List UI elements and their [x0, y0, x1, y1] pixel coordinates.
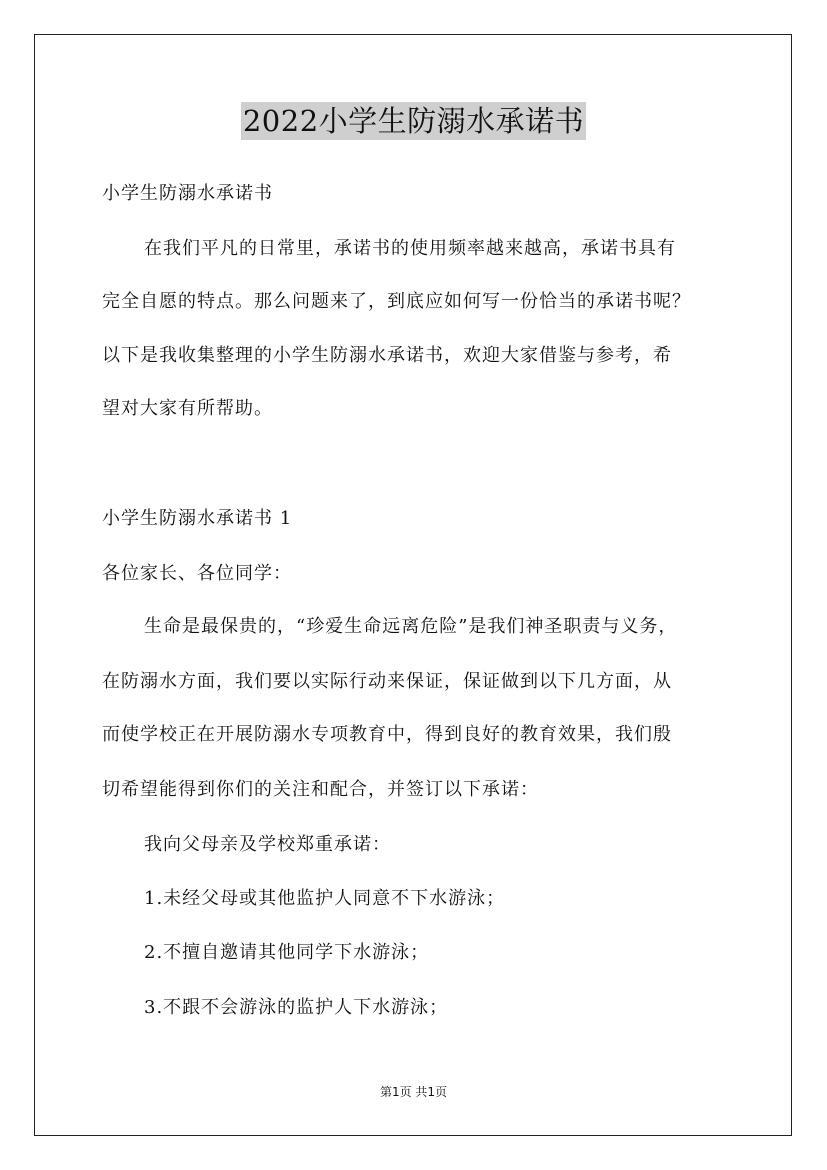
intro-line: 在我们平凡的日常里，承诺书的使用频率越来越高，承诺书具有	[144, 238, 676, 259]
title-container	[0, 102, 827, 140]
body-line: 生命是最保贵的，“珍爱生命远离危险”是我们神圣职责与义务，	[144, 616, 678, 637]
body-line: 切希望能得到你们的关注和配合，并签订以下承诺：	[102, 779, 539, 800]
body-line: 在防溺水方面，我们要以实际行动来保证，保证做到以下几方面，从	[102, 671, 672, 692]
body-line: 而使学校正在开展防溺水专项教育中，得到良好的教育效果，我们殷	[102, 724, 672, 745]
pledge-item: 1.未经父母或其他监护人同意不下水游泳；	[144, 888, 506, 909]
pledge-intro: 我向父母亲及学校郑重承诺：	[144, 834, 391, 855]
pledge-item: 2.不擅自邀请其他同学下水游泳；	[144, 942, 430, 963]
page-indicator: 第1页 共1页	[379, 1085, 448, 1099]
document-title: 2022小学生防溺水承诺书	[242, 104, 585, 138]
intro-line: 完全自愿的特点。那么问题来了，到底应如何写一份恰当的承诺书呢？	[102, 291, 691, 312]
salutation: 各位家长、各位同学：	[102, 563, 292, 584]
section-heading: 小学生防溺水承诺书 1	[102, 508, 293, 529]
pledge-item: 3.不跟不会游泳的监护人下水游泳；	[144, 997, 449, 1018]
intro-heading: 小学生防溺水承诺书	[102, 183, 273, 204]
intro-line: 望对大家有所帮助。	[102, 398, 273, 419]
intro-line: 以下是我收集整理的小学生防溺水承诺书，欢迎大家借鉴与参考，希	[102, 345, 672, 366]
